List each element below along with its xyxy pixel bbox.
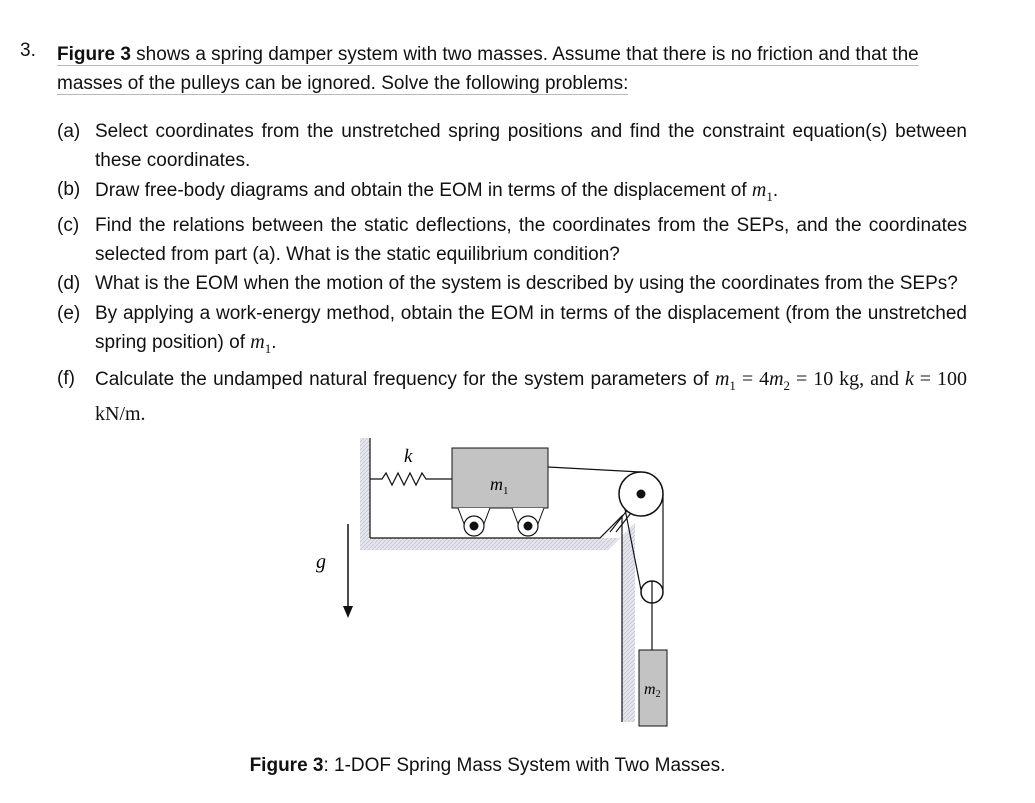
part-c bbox=[57, 212, 967, 269]
spring-label: k bbox=[404, 446, 413, 467]
part-f-m1: m bbox=[714, 367, 730, 390]
wheel-right-axle bbox=[524, 522, 533, 531]
part-f-k: k bbox=[904, 367, 914, 390]
part-b bbox=[57, 176, 967, 211]
part-a-text: Select coordinates from the unstretched spring positions and find the constraint equation(s) between these coordinates. bbox=[95, 121, 967, 171]
part-f bbox=[57, 365, 967, 430]
parts-list bbox=[57, 118, 967, 430]
part-f-eq-mid: = 4 bbox=[735, 367, 770, 390]
part-d-label: (d) bbox=[57, 273, 81, 295]
question-intro bbox=[57, 40, 962, 98]
part-f-k-val: = 100 kN/m. bbox=[95, 367, 968, 425]
caption-text: : 1-DOF Spring Mass System with Two Masses. bbox=[323, 755, 726, 776]
part-b-var: m bbox=[751, 179, 767, 201]
part-e-label: (e) bbox=[57, 302, 81, 324]
mass-2-label: m2 bbox=[644, 681, 661, 700]
part-e-text: By applying a work-energy method, obtain the EOM in terms of the displacement (from the unstretched spring position) of bbox=[95, 302, 967, 354]
part-b-text: Draw free-body diagrams and obtain the EOM in terms of the displacement of bbox=[95, 180, 752, 201]
part-a bbox=[57, 118, 967, 175]
part-e bbox=[57, 300, 967, 364]
part-e-sub: 1 bbox=[264, 341, 272, 357]
part-d bbox=[57, 270, 967, 299]
part-c-label: (c) bbox=[57, 215, 80, 237]
ground-surface bbox=[360, 523, 635, 722]
part-e-end: . bbox=[271, 332, 277, 354]
part-f-m2-sub: 2 bbox=[783, 377, 791, 393]
question-number: 3. bbox=[20, 40, 36, 61]
figure-caption bbox=[0, 755, 1035, 777]
cable-horizontal bbox=[548, 467, 641, 472]
mass-1-label: $m_1$ bbox=[490, 474, 509, 497]
part-b-label: (b) bbox=[57, 179, 81, 200]
part-f-label: (f) bbox=[57, 367, 75, 389]
caption-prefix: Figure 3 bbox=[249, 755, 324, 776]
part-f-text: Calculate the undamped natural frequency for the system parameters of bbox=[95, 368, 715, 390]
intro-text: shows a spring damper system with two masses. Assume that there is no friction and that the masses of the pulleys can be ignored. Solve the following problems: bbox=[57, 44, 919, 94]
part-e-var: m bbox=[250, 331, 265, 354]
part-b-end: . bbox=[772, 180, 779, 201]
left-wall bbox=[360, 438, 370, 550]
wheel-left-axle bbox=[470, 522, 479, 531]
gravity-arrowhead bbox=[343, 606, 353, 618]
gravity-label: g bbox=[316, 551, 326, 573]
part-a-label: (a) bbox=[57, 121, 81, 142]
spring-mass-figure bbox=[310, 432, 690, 732]
spring bbox=[370, 473, 452, 485]
top-pulley-axle bbox=[637, 490, 646, 499]
part-d-text: What is the EOM when the motion of the system is described by using the coordinates from the SEPs? bbox=[95, 273, 958, 295]
part-f-m2: m bbox=[769, 367, 784, 390]
part-c-text: Find the relations between the static deflections, the coordinates from the SEPs, and the coordinates selected from part (a). What is the static equilibrium condition? bbox=[95, 215, 967, 265]
part-b-sub: 1 bbox=[766, 188, 773, 204]
part-f-eq-val: = 10 kg, and bbox=[790, 367, 905, 390]
part-f-m1-sub: 1 bbox=[729, 377, 736, 393]
figure-reference: Figure 3 bbox=[57, 44, 131, 65]
